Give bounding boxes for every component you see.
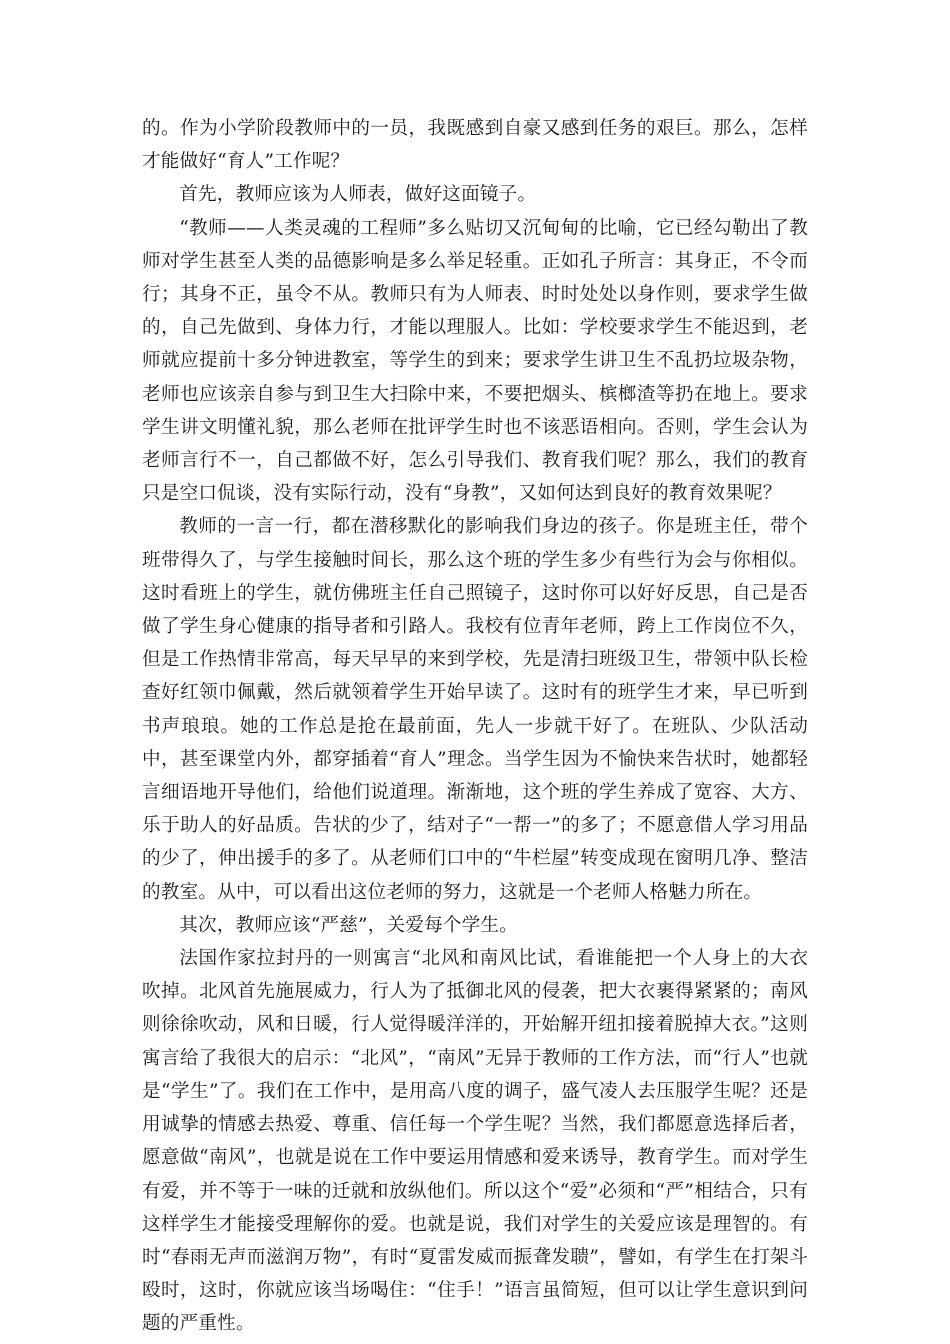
paragraph-continued: 的。作为小学阶段教师中的一员，我既感到自豪又感到任务的艰巨。那么，怎样才能做好“育人”工作呢？ [142,118,808,173]
section-heading-second: 其次，教师应该“严慈”，关爱每个学生。 [179,914,519,936]
document-body [142,112,808,1341]
paragraph: “教师——人类灵魂的工程师”多么贴切又沉甸甸的比喻，它已经勾勒出了教师对学生甚至人类的品德影响是多么举足轻重。正如孔子所言：其身正，不令而行；其身不正，虽令不从。教师只有为人师表、时时处处以身作则，要求学生做的，自己先做到、身体力行，才能以理服人。比如：学校要求学生不能迟到，老师就应提前十多分钟进教室，等学生的到来；要求学生讲卫生不乱扔垃圾杂物，老师也应该亲自参与到卫生大扫除中来，不要把烟头、槟榔渣等扔在地上。要求学生讲文明懂礼貌，那么老师在批评学生时也不该恶语相向。否则，学生会认为老师言行不一，自己都做不好，怎么引导我们、教育我们呢？那么，我们的教育只是空口侃谈，没有实际行动，没有“身教”，又如何达到良好的教育效果呢？ [142,217,808,505]
paragraph: 法国作家拉封丹的一则寓言“北风和南风比试，看谁能把一个人身上的大衣吹掉。北风首先施展威力，行人为了抵御北风的侵袭，把大衣裹得紧紧的；南风则徐徐吹动，风和日暖，行人觉得暖洋洋的，开始解开纽扣接着脱掉大衣。”这则寓言给了我很大的启示：“北风”，“南风”无异于教师的工作方法，而“行人”也就是“学生”了。我们在工作中，是用高八度的调子，盛气凌人去压服学生呢？还是用诚挚的情感去热爱、尊重、信任每一个学生呢？当然，我们都愿意选择后者，愿意做“南风”，也就是说在工作中要运用情感和爱来诱导，教育学生。而对学生有爱，并不等于一味的迁就和放纵他们。所以这个“爱”必须和“严”相结合，只有这样学生才能接受理解你的爱。也就是说，我们对学生的关爱应该是理智的。有时“春雨无声而滋润万物”，有时“夏雷发威而振聋发聩”，譬如，有学生在打架斗殴时，这时，你就应该当场喝住：“住手！”语言虽简短，但可以让学生意识到问题的严重性。 [142,948,808,1335]
section-heading-first: 首先，教师应该为人师表，做好这面镜子。 [179,184,537,206]
paragraph: 教师的一言一行，都在潜移默化的影响我们身边的孩子。你是班主任，带个班带得久了，与学生接触时间长，那么这个班的学生多少有些行为会与你相似。这时看班上的学生，就仿佛班主任自己照镜子，这时你可以好好反思，自己是否做了学生身心健康的指导者和引路人。我校有位青年老师，跨上工作岗位不久，但是工作热情非常高，每天早早的来到学校，先是清扫班级卫生，带领中队长检查好红领巾佩戴，然后就领着学生开始早读了。这时有的班学生才来，早已听到书声琅琅。她的工作总是抢在最前面，先人一步就干好了。在班队、少队活动中，甚至课堂内外，都穿插着“育人”理念。当学生因为不愉快来告状时，她都轻言细语地开导他们，给他们说道理。渐渐地，这个班的学生养成了宽容、大方、乐于助人的好品质。告状的少了，结对子“一帮一”的多了；不愿意借人学习用品的少了，伸出援手的多了。从老师们口中的“牛栏屋”转变成现在窗明几净、整洁的教室。从中，可以看出这位老师的努力，这就是一个老师人格魅力所在。 [142,516,808,903]
